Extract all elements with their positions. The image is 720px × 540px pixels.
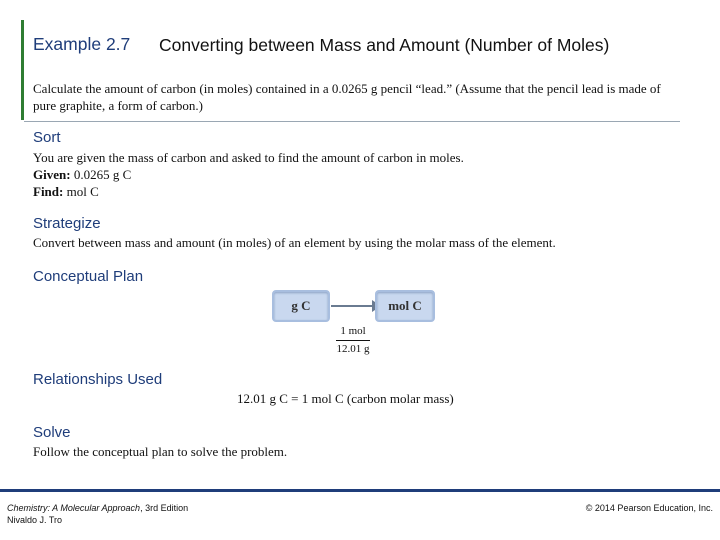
factor-denominator: 12.01 g (336, 343, 370, 355)
conversion-factor (336, 325, 370, 356)
sort-heading: Sort (33, 129, 61, 146)
conceptual-plan-heading: Conceptual Plan (33, 268, 144, 285)
title-accent-bar (21, 20, 24, 120)
footer-divider (0, 489, 720, 492)
find-label: Find: (33, 184, 64, 199)
relationships-text: 12.01 g C = 1 mol C (carbon molar mass) (237, 391, 454, 406)
sort-text: You are given the mass of carbon and asked to find the amount of carbon in moles. (33, 150, 464, 165)
book-author: Nivaldo J. Tro (7, 515, 63, 525)
book-title: Chemistry: A Molecular Approach (7, 503, 141, 513)
from-unit-box: g C (272, 290, 330, 322)
to-unit-box: mol C (375, 290, 435, 322)
sort-section (33, 149, 673, 200)
find-line (33, 183, 673, 200)
problem-statement: Calculate the amount of carbon (in moles) contained in a 0.0265 g pencil “lead.” (Assume that the pencil lead is made of pure graphite, a form of carbon.) (33, 81, 661, 113)
example-title (33, 34, 629, 56)
factor-numerator: 1 mol (340, 325, 366, 337)
solve-text: Follow the conceptual plan to solve the problem. (33, 444, 288, 459)
footer-citation (7, 502, 188, 526)
find-value: mol C (63, 184, 99, 199)
given-value: 0.0265 g C (70, 167, 132, 182)
section-divider (24, 121, 680, 122)
fraction-bar (336, 340, 370, 341)
strategize-heading: Strategize (33, 215, 101, 232)
book-edition: , 3rd Edition (140, 503, 189, 513)
conversion-arrow (331, 305, 373, 307)
copyright-notice: © 2014 Pearson Education, Inc. (585, 503, 713, 513)
solve-heading: Solve (33, 424, 71, 441)
strategize-text: Convert between mass and amount (in moles) of an element by using the molar mass of the element. (33, 235, 556, 250)
given-line (33, 166, 673, 183)
example-title-text: Converting between Mass and Amount (Number of Moles) (159, 35, 610, 55)
relationships-heading: Relationships Used (33, 371, 163, 388)
example-number: Example 2.7 (33, 34, 131, 54)
given-label: Given: (33, 167, 71, 182)
